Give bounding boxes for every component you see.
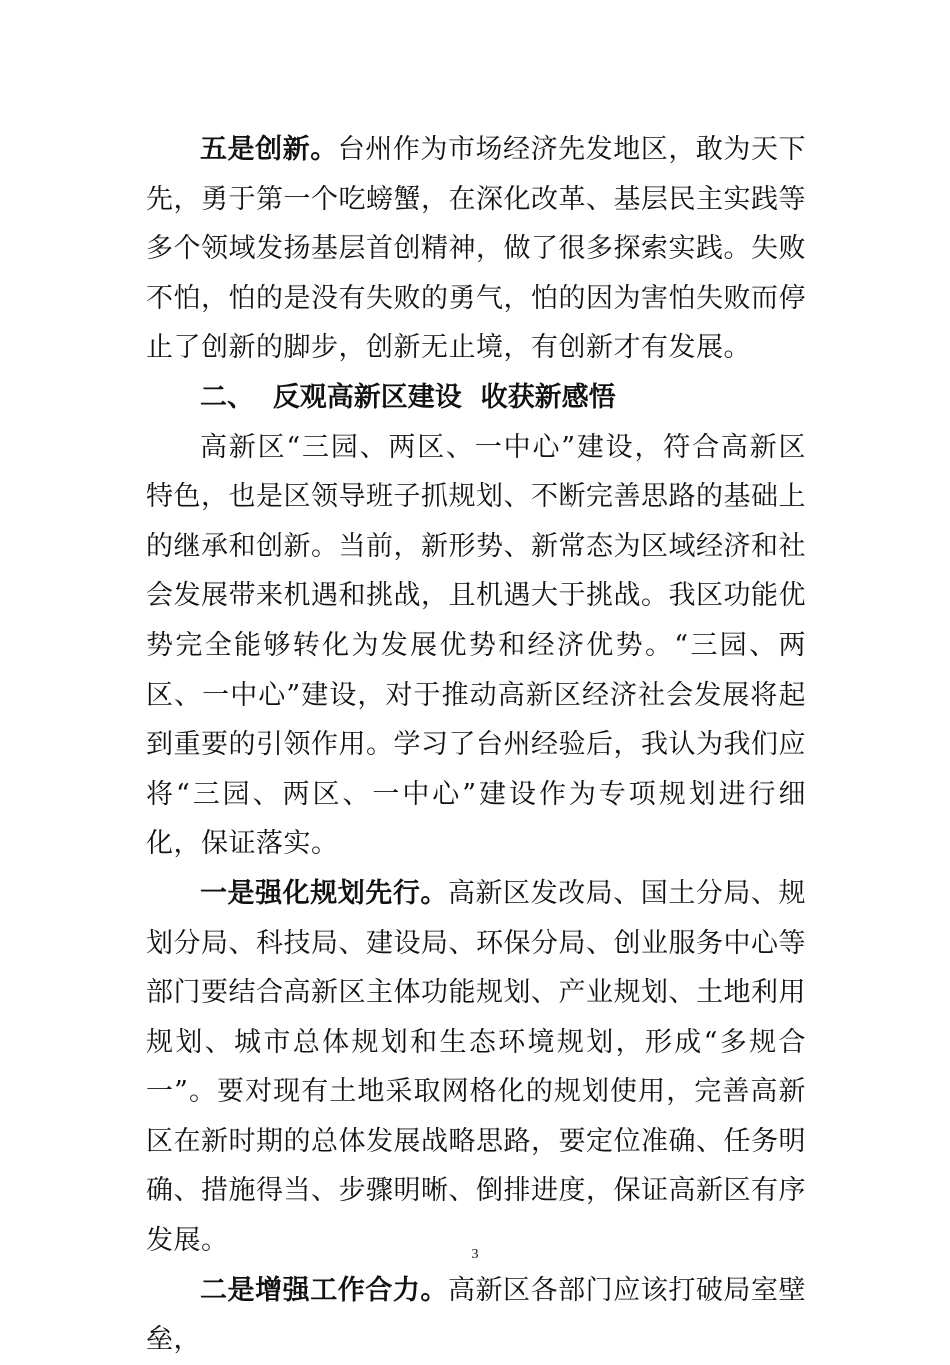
paragraph-text: 高新区“三园、两区、一中心”建设，符合高新区特色，也是区领导班子抓规划、不断完善思路的基础上的继承和创新。当前，新形势、新常态为区域经济和社会发展带来机遇和挑战，且机遇大于挑战。我区功能优势完全能够转化为发展优势和经济优势。“三园、两区、一中心”建设，对于推动高新区经济社会发展将起到重要的引领作用。学习了台州经验后，我认为我们应将“三园、两区、一中心”建设作为专项规划进行细化，保证落实。 (146, 431, 806, 860)
paragraph-text: 高新区发改局、国土分局、规划分局、科技局、建设局、环保分局、创业服务中心等部门要结合高新区主体功能规划、产业规划、土地利用规划、城市总体规划和生态环境规划，形成“多规合一”。要对现有土地采取网格化的规划使用，完善高新区在新时期的总体发展战略思路，要定位准确、任务明确、措施得当、步骤明晰、倒排进度，保证高新区有序发展。 (146, 877, 807, 1257)
section-heading-number: 二、 (200, 381, 254, 413)
paragraph-lead: 一是强化规划先行。 (200, 877, 448, 909)
paragraph-planning-first (146, 869, 806, 1266)
paragraph-text: 高新区各部门应该打破局室壁垒， (146, 1274, 807, 1356)
document-body (146, 125, 806, 1365)
paragraph-gaoxin-construction (146, 423, 806, 869)
paragraph-lead: 二是增强工作合力。 (200, 1274, 448, 1306)
paragraph-innovation (146, 125, 806, 373)
paragraph-lead: 五是创新。 (200, 134, 338, 165)
section-heading (146, 373, 806, 423)
page-number: 3 (471, 1247, 479, 1262)
paragraph-work-synergy (146, 1266, 806, 1365)
section-heading-text: 反观高新区建设 收获新感悟 (272, 381, 616, 413)
paragraph-text: 台州作为市场经济先发地区，敢为天下先，勇于第一个吃螃蟹，在深化改革、基层民主实践等多个领域发扬基层首创精神，做了很多探索实践。失败不怕，怕的是没有失败的勇气，怕的因为害怕失败而停止了创新的脚步，创新无止境，有创新才有发展。 (146, 134, 807, 364)
